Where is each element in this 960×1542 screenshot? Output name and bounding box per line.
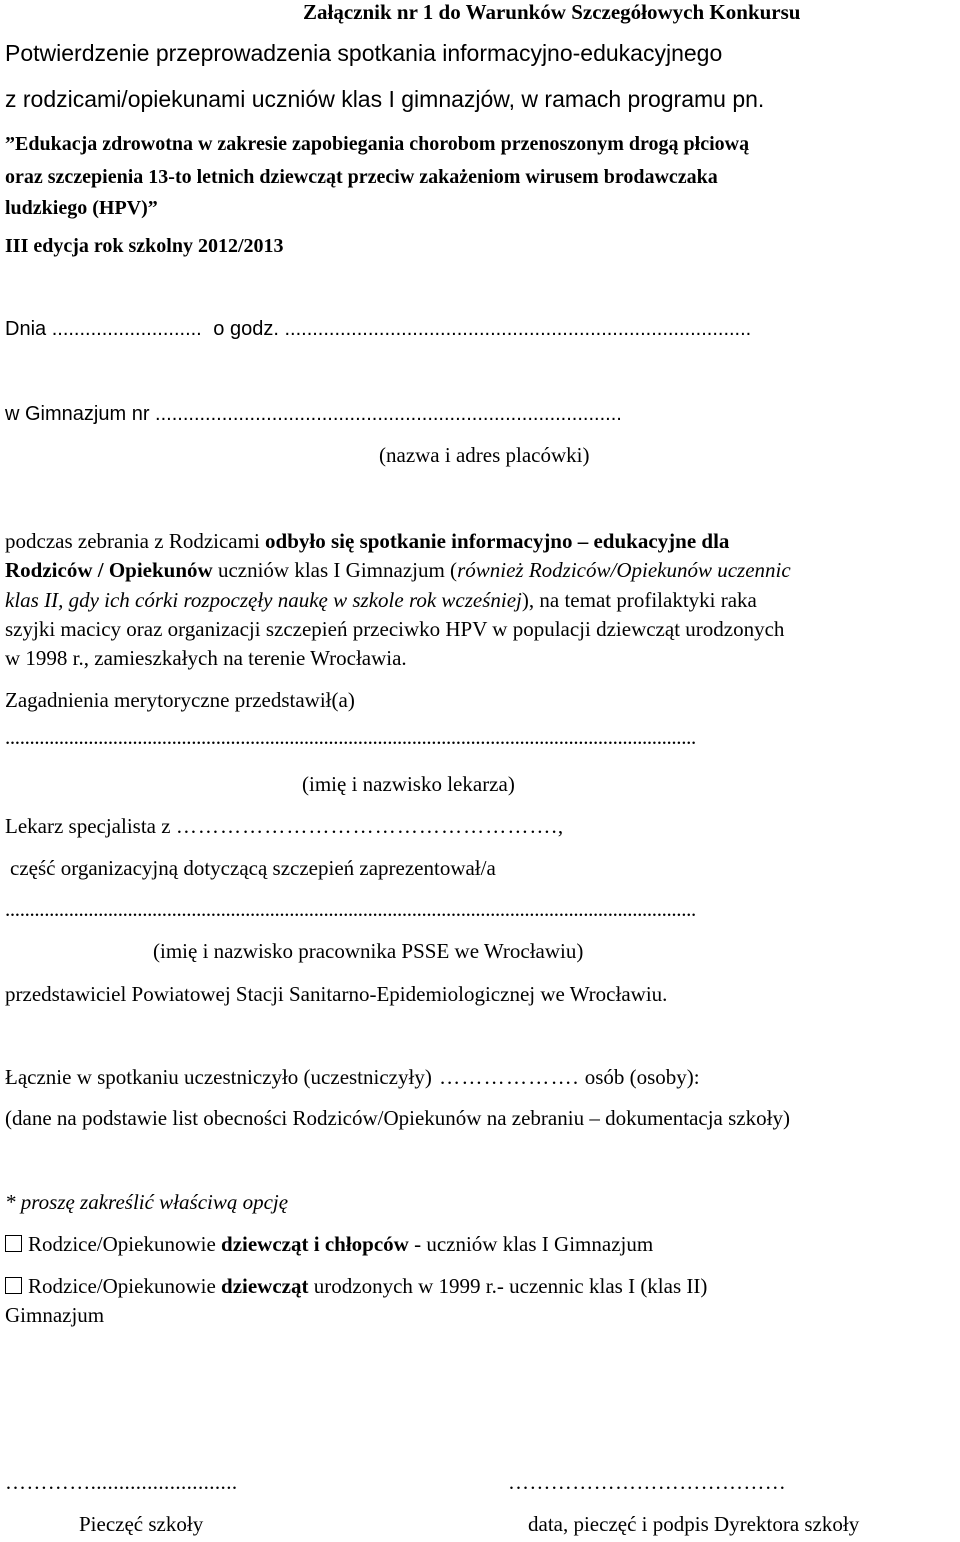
paragraph-italic: również Rodziców/Opiekunów uczennic bbox=[457, 558, 791, 582]
date-line bbox=[5, 318, 751, 341]
organizational-caption: (imię i nazwisko pracownika PSSE we Wrocławiu) bbox=[153, 939, 584, 963]
paragraph-line-3 bbox=[5, 588, 757, 613]
program-edition: III edycja rok szkolny 2012/2013 bbox=[5, 235, 284, 257]
presenter-label: Zagadnienia merytoryczne przedstawił(a) bbox=[5, 688, 355, 712]
school-stamp-field[interactable]: ………….......................... bbox=[5, 1470, 238, 1494]
paragraph-line-1 bbox=[5, 529, 729, 554]
school-line bbox=[5, 403, 622, 426]
attendance-field[interactable]: ………………. bbox=[439, 1065, 580, 1089]
attendance-label: Łącznie w spotkaniu uczestniczyło (uczestniczyły) bbox=[5, 1065, 432, 1089]
attendance-suffix: osób (osoby): bbox=[584, 1065, 700, 1089]
option-text: Rodzice/Opiekunowie bbox=[28, 1232, 222, 1256]
school-stamp-caption: Pieczęć szkoły bbox=[79, 1512, 204, 1536]
presenter-field[interactable]: ............................................................................................................................................. bbox=[5, 725, 696, 749]
document-heading-line-2: z rodzicami/opiekunami uczniów klas I gimnazjów, w ramach programu pn. bbox=[5, 86, 765, 112]
specialist-line bbox=[5, 814, 564, 839]
paragraph-italic: klas II, gdy ich córki rozpoczęły naukę w szkole rok wcześniej bbox=[5, 588, 522, 612]
paragraph-line-2 bbox=[5, 558, 791, 583]
paragraph-line-5: w 1998 r., zamieszkałych na terenie Wrocławia. bbox=[5, 646, 407, 670]
time-label: o godz. bbox=[213, 318, 279, 340]
option-text: - uczniów klas I Gimnazjum bbox=[408, 1232, 654, 1256]
program-name-line-3: ludzkiego (HPV)” bbox=[5, 197, 158, 219]
organizational-label: część organizacyjną dotyczącą szczepień zaprezentował/a bbox=[10, 856, 496, 880]
date-label: Dnia bbox=[5, 318, 47, 340]
paragraph-emphasis: Rodziców / Opiekunów bbox=[5, 558, 213, 582]
organizational-field[interactable]: ............................................................................................................................................. bbox=[5, 897, 696, 921]
director-signature-caption: data, pieczęć i podpis Dyrektora szkoły bbox=[528, 1512, 860, 1536]
presenter-caption: (imię i nazwisko lekarza) bbox=[302, 772, 515, 796]
option-text: urodzonych w 1999 r.- uczennic klas I (klas II) bbox=[308, 1274, 708, 1298]
checkbox-icon[interactable] bbox=[5, 1235, 22, 1252]
option-instruction: * proszę zakreślić właściwą opcję bbox=[5, 1190, 289, 1214]
program-name-line-1: ”Edukacja zdrowotna w zakresie zapobiegania chorobom przenoszonym drogą płciową bbox=[5, 133, 750, 155]
director-signature-field[interactable]: ………………………………… bbox=[508, 1470, 787, 1494]
attendance-line bbox=[5, 1065, 700, 1090]
school-field[interactable]: .................................................................................... bbox=[155, 403, 622, 425]
attachment-title: Załącznik nr 1 do Warunków Szczegółowych Konkursu bbox=[303, 0, 801, 24]
date-field[interactable]: ........................... bbox=[51, 318, 202, 340]
paragraph-text: podczas zebrania z Rodzicami bbox=[5, 529, 266, 553]
option-2-continuation: Gimnazjum bbox=[5, 1303, 105, 1327]
option-2[interactable] bbox=[5, 1274, 707, 1299]
school-caption: (nazwa i adres placówki) bbox=[379, 443, 590, 467]
school-label: w Gimnazjum nr bbox=[5, 403, 150, 425]
psse-representative: przedstawiciel Powiatowej Stacji Sanitarno-Epidemiologicznej we Wrocławiu. bbox=[5, 982, 668, 1006]
specialist-label: Lekarz specjalista z bbox=[5, 814, 171, 838]
document-heading-line-1: Potwierdzenie przeprowadzenia spotkania informacyjno-edukacyjnego bbox=[5, 40, 723, 66]
attendance-note: (dane na podstawie list obecności Rodziców/Opiekunów na zebraniu – dokumentacja szkoły) bbox=[5, 1106, 790, 1130]
paragraph-line-4: szyjki macicy oraz organizacji szczepień przeciwko HPV w populacji dziewcząt urodzonych bbox=[5, 617, 785, 641]
option-emphasis: dziewcząt bbox=[221, 1274, 309, 1298]
option-1[interactable] bbox=[5, 1232, 653, 1257]
time-field[interactable]: .................................................................................... bbox=[284, 318, 752, 340]
program-name-line-2: oraz szczepienia 13-to letnich dziewcząt przeciw zakażeniom wirusem brodawczaka bbox=[5, 166, 718, 188]
option-emphasis: dziewcząt i chłopców bbox=[221, 1232, 409, 1256]
paragraph-emphasis: odbyło się spotkanie informacyjno – edukacyjne dla bbox=[265, 529, 730, 553]
checkbox-icon[interactable] bbox=[5, 1277, 22, 1294]
paragraph-text: ), na temat profilaktyki raka bbox=[521, 588, 757, 612]
specialist-field[interactable]: ……………………………………………., bbox=[175, 814, 565, 838]
paragraph-text: uczniów klas I Gimnazjum ( bbox=[212, 558, 458, 582]
option-text: Rodzice/Opiekunowie bbox=[28, 1274, 222, 1298]
